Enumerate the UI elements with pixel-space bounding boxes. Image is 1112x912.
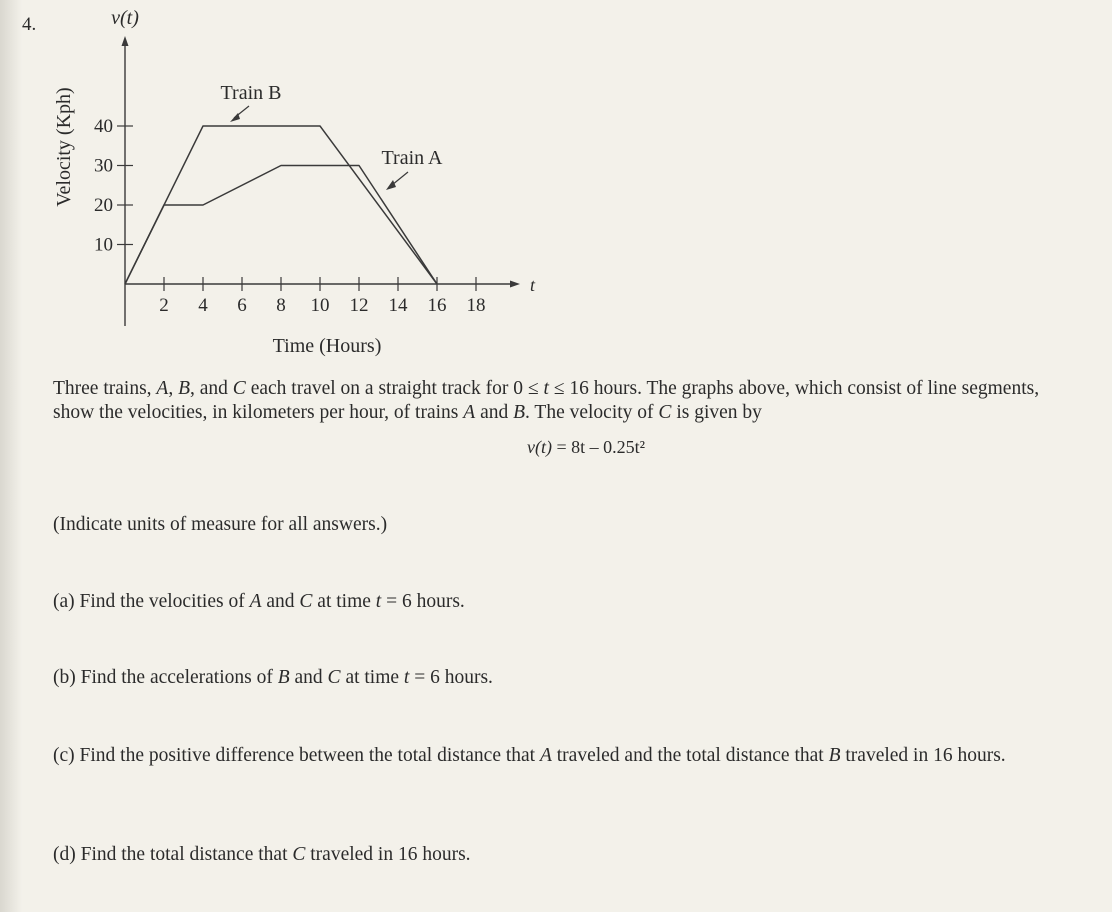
graph-ticks xyxy=(94,116,486,316)
part-c: (c) Find the positive difference between the total distance that A traveled and the total distance that B traveled in 16 hours. xyxy=(53,745,1006,766)
y-axis-label: Velocity (Kph) xyxy=(53,87,75,207)
graph-axes xyxy=(122,36,521,326)
y-tick-label: 20 xyxy=(94,195,113,216)
y-tick-label: 40 xyxy=(94,116,113,137)
y-axis-arrow xyxy=(122,36,129,46)
part-d: (d) Find the total distance that C traveled in 16 hours. xyxy=(53,844,471,865)
y-tick-label: 10 xyxy=(94,234,113,256)
x-tick-label: 4 xyxy=(198,295,208,316)
x-tick-label: 6 xyxy=(237,295,247,316)
x-tick-label: 2 xyxy=(159,295,169,316)
x-axis-label: Time (Hours) xyxy=(272,335,382,357)
part-a: (a) Find the velocities of A and C at time t = 6 hours. xyxy=(53,591,465,612)
velocity-formula: v(t) = 8t – 0.25t² xyxy=(526,437,646,457)
x-tick-label: 8 xyxy=(276,295,286,316)
x-tick-label: 14 xyxy=(388,295,408,316)
part-b: (b) Find the accelerations of B and C at time t = 6 hours. xyxy=(53,667,493,688)
y-axis-title: v(t) xyxy=(111,7,139,29)
question-number: 4. xyxy=(22,14,37,35)
train-a-annotation: Train A xyxy=(381,147,443,169)
x-tick-label: 18 xyxy=(466,295,486,316)
velocity-time-graph xyxy=(0,0,560,370)
train-a-arrow-line xyxy=(392,172,408,185)
train-b-annotation: Train B xyxy=(220,82,282,104)
train-a-line xyxy=(125,166,437,285)
y-tick-label: 30 xyxy=(94,155,113,177)
x-tick-label: 12 xyxy=(349,295,369,316)
x-axis-title: t xyxy=(530,275,536,295)
units-note: (Indicate units of measure for all answers.) xyxy=(53,514,388,535)
x-tick-label: 16 xyxy=(427,295,447,316)
problem-statement: Three trains, A, B, and C each travel on a straight track for 0 ≤ t ≤ 16 hours. The graphs above, which consist of line segments, show the velocities, in kilometers per hour, of trains A and B. The velocity of C is given by xyxy=(53,378,1040,423)
train-a-arrowhead xyxy=(386,180,396,190)
x-tick-label: 10 xyxy=(310,295,330,316)
x-axis-arrow xyxy=(510,281,520,288)
